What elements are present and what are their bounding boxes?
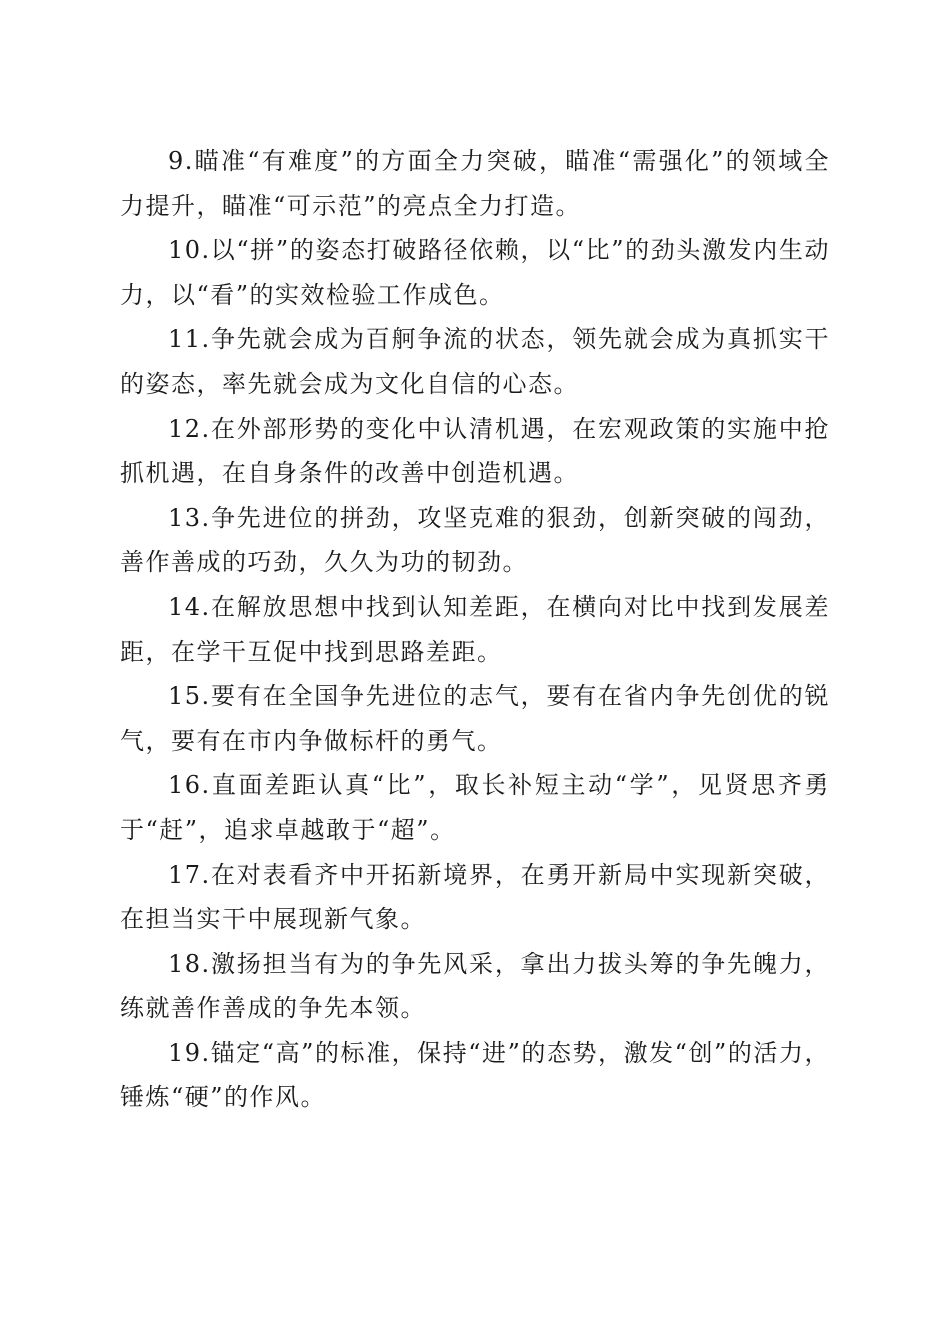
paragraph-14: 14.在解放思想中找到认知差距，在横向对比中找到发展差距，在学干互促中找到思路差距。 [120, 592, 830, 666]
document-body [120, 139, 830, 1120]
paragraph-18: 18.激扬担当有为的争先风采，拿出力拔头筹的争先魄力，练就善作善成的争先本领。 [120, 949, 830, 1023]
paragraph-12: 12.在外部形势的变化中认清机遇，在宏观政策的实施中抢抓机遇，在自身条件的改善中创造机遇。 [120, 414, 830, 488]
paragraph-11: 11.争先就会成为百舸争流的状态，领先就会成为真抓实干的姿态，率先就会成为文化自信的心态。 [120, 325, 830, 398]
paragraph-17: 17.在对表看齐中开拓新境界，在勇开新局中实现新突破，在担当实干中展现新气象。 [120, 860, 830, 934]
paragraph-10: 10.以“拼”的姿态打破路径依赖，以“比”的劲头激发内生动力，以“看”的实效检验工作成色。 [120, 236, 830, 309]
paragraph-16: 16.直面差距认真“比”，取长补短主动“学”，见贤思齐勇于“赶”，追求卓越敢于“超”。 [120, 771, 830, 844]
paragraph-19: 19.锚定“高”的标准，保持“进”的态势，激发“创”的活力，锤炼“硬”的作风。 [120, 1038, 830, 1112]
paragraph-15: 15.要有在全国争先进位的志气，要有在省内争先创优的锐气，要有在市内争做标杆的勇气。 [120, 682, 830, 755]
paragraph-9: 9.瞄准“有难度”的方面全力突破，瞄准“需强化”的领域全力提升，瞄准“可示范”的亮点全力打造。 [120, 147, 830, 220]
paragraph-13: 13.争先进位的拼劲，攻坚克难的狠劲，创新突破的闯劲，善作善成的巧劲，久久为功的韧劲。 [120, 503, 830, 577]
